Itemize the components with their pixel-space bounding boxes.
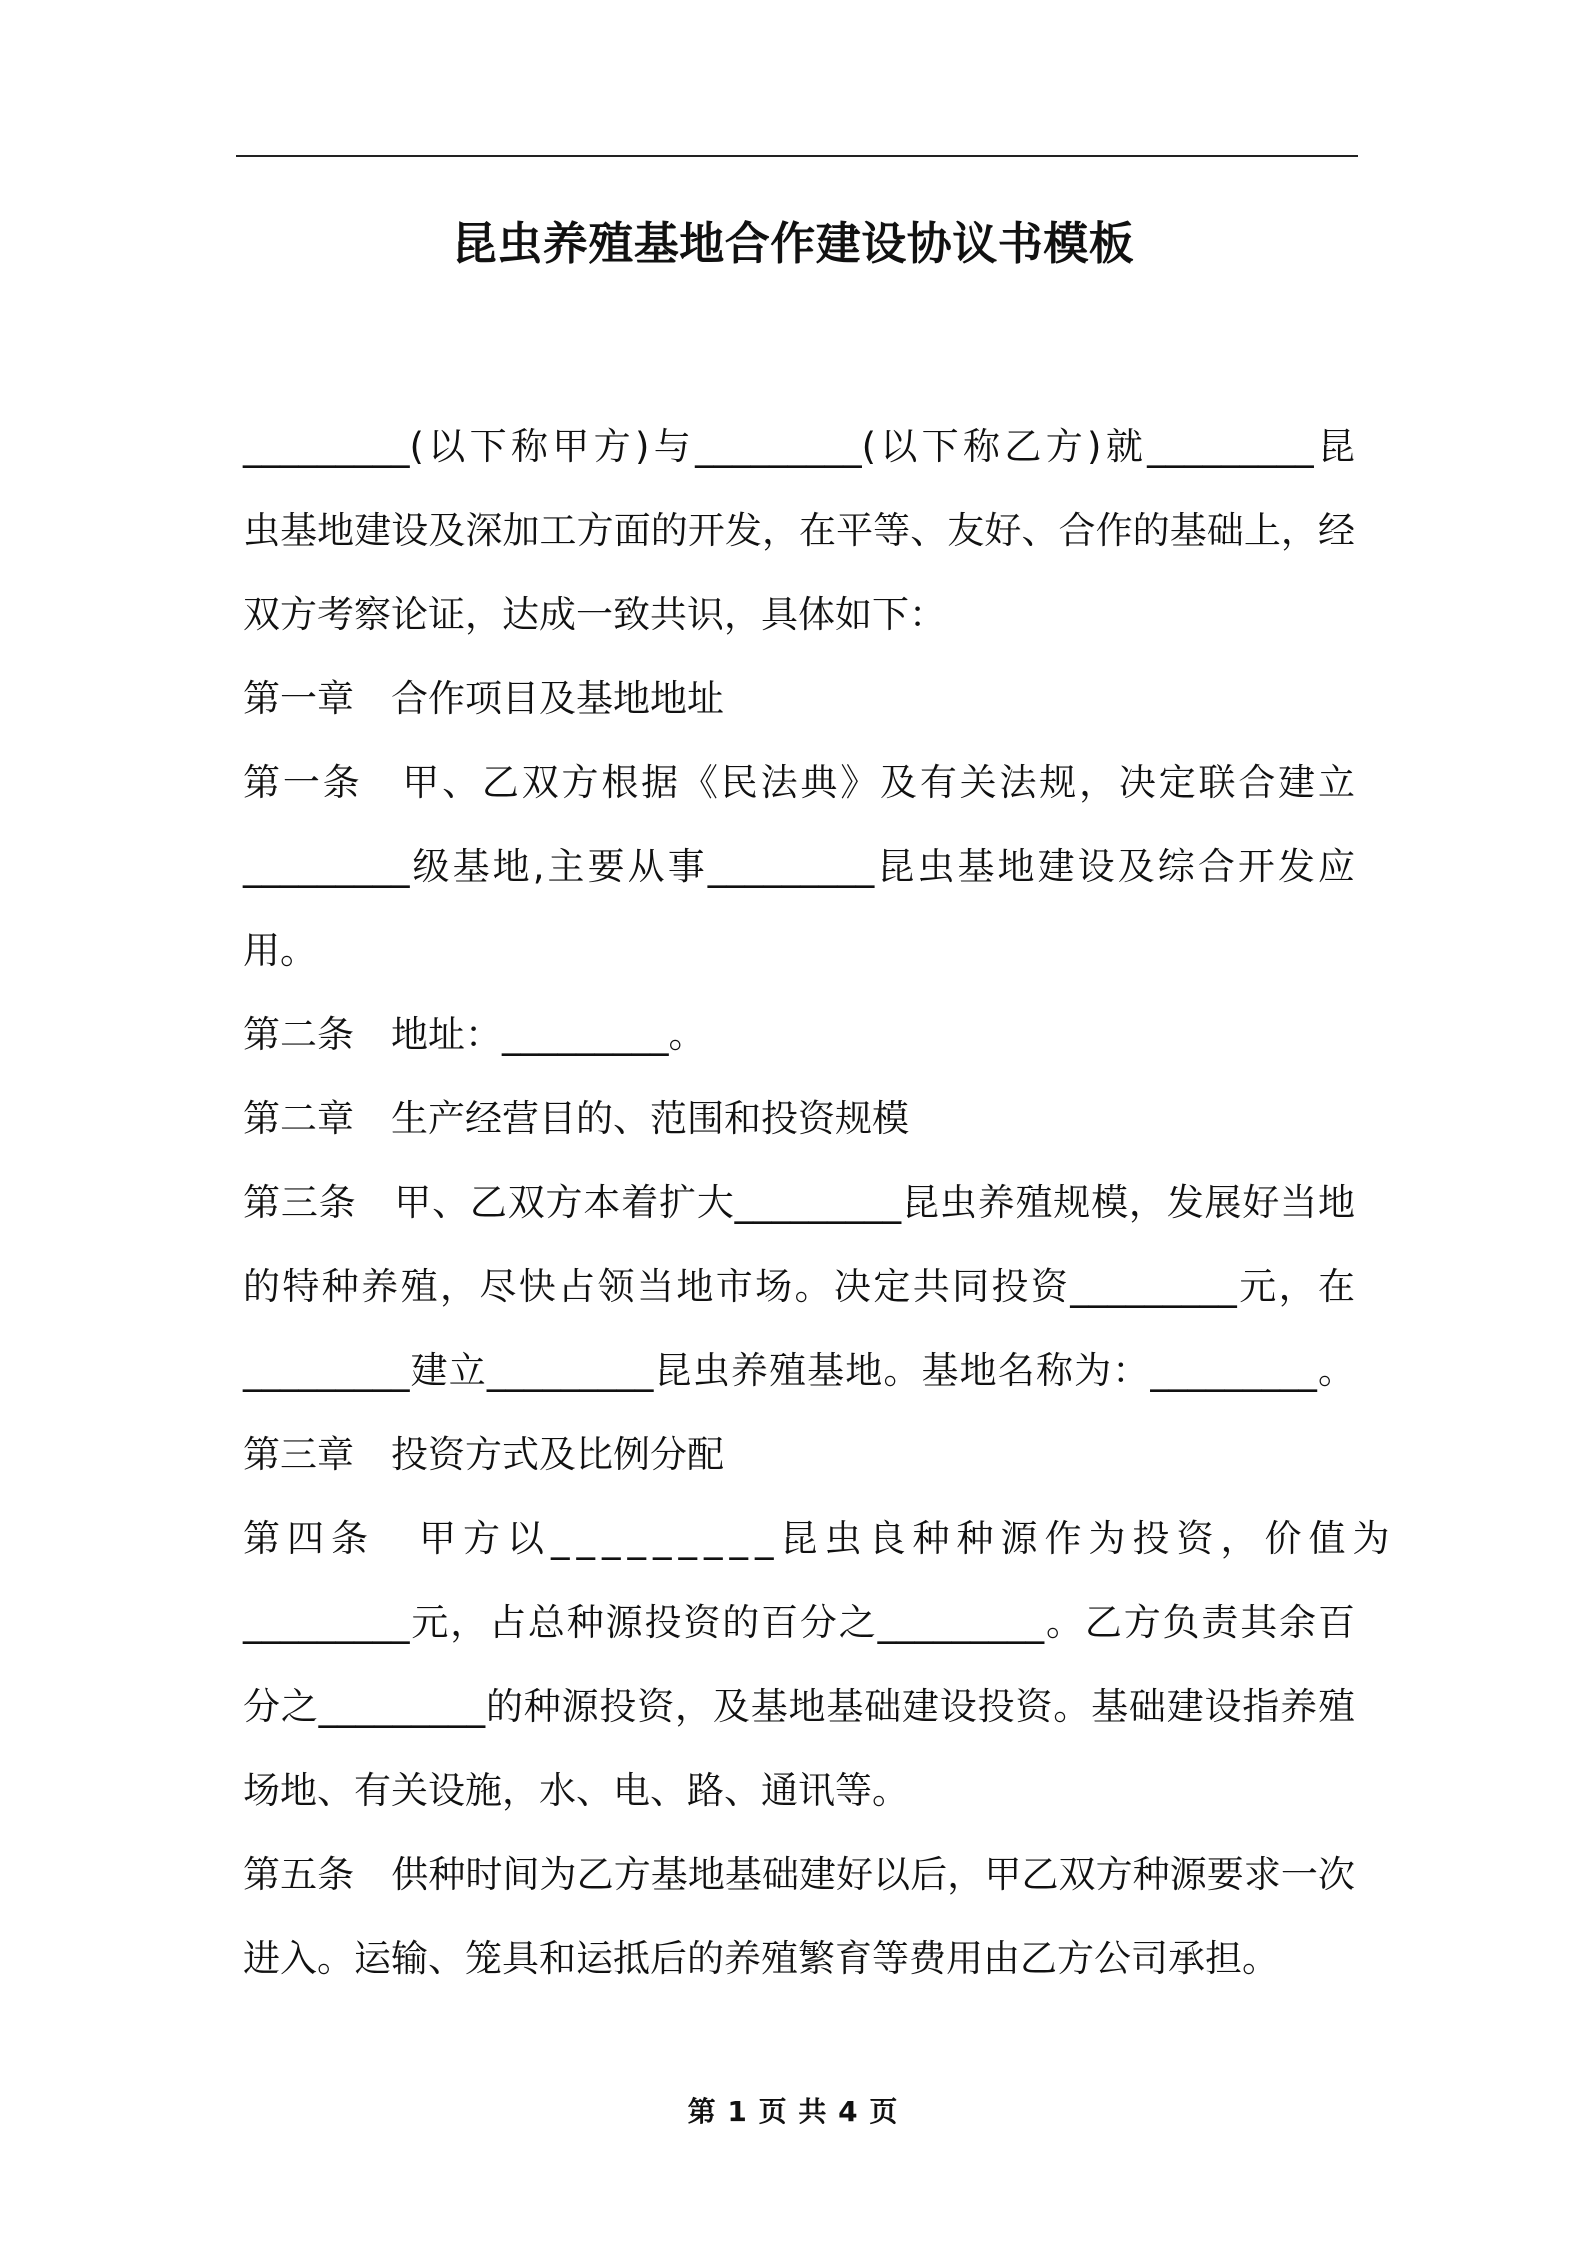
document-body (243, 405, 1397, 2001)
body-line: _________建立_________昆虫养殖基地。基地名称为：_________。 (243, 1349, 1355, 1392)
article-line: 第四条 甲方以_________昆虫良种种源作为投资，价值为 (243, 1517, 1397, 1560)
article-line: 第一条 甲、乙双方根据《民法典》及有关法规，决定联合建立 (243, 761, 1355, 804)
body-line: 虫基地建设及深加工方面的开发，在平等、友好、合作的基础上，经 (243, 509, 1355, 552)
page-number: 第 1 页 共 4 页 (687, 2095, 899, 2128)
body-line: 双方考察论证，达成一致共识，具体如下： (243, 593, 946, 636)
body-line: _________元，占总种源投资的百分之_________。乙方负责其余百 (243, 1601, 1355, 1644)
body-line: 场地、有关设施，水、电、路、通讯等。 (243, 1769, 909, 1812)
article-line: 第二条 地址：_________。 (243, 1013, 706, 1056)
body-line: 的特种养殖，尽快占领当地市场。决定共同投资_________元，在 (243, 1265, 1355, 1308)
body-line: 进入。运输、笼具和运抵后的养殖繁育等费用由乙方公司承担。 (243, 1937, 1279, 1980)
body-line: 用。 (243, 929, 317, 972)
body-line: _________(以下称甲方)与_________(以下称乙方)就_________昆 (243, 425, 1355, 468)
header-rule (236, 155, 1358, 157)
chapter-heading: 第一章 合作项目及基地地址 (243, 677, 724, 720)
article-line: 第五条 供种时间为乙方基地基础建好以后，甲乙双方种源要求一次 (243, 1853, 1355, 1896)
article-line: 第三条 甲、乙双方本着扩大_________昆虫养殖规模，发展好当地 (243, 1181, 1355, 1224)
document-title: 昆虫养殖基地合作建设协议书模板 (451, 217, 1135, 270)
body-line: 分之_________的种源投资，及基地基础建设投资。基础建设指养殖 (243, 1685, 1355, 1728)
chapter-heading: 第三章 投资方式及比例分配 (243, 1433, 724, 1476)
body-line: _________级基地,主要从事_________昆虫基地建设及综合开发应 (243, 845, 1355, 888)
chapter-heading: 第二章 生产经营目的、范围和投资规模 (243, 1097, 909, 1140)
